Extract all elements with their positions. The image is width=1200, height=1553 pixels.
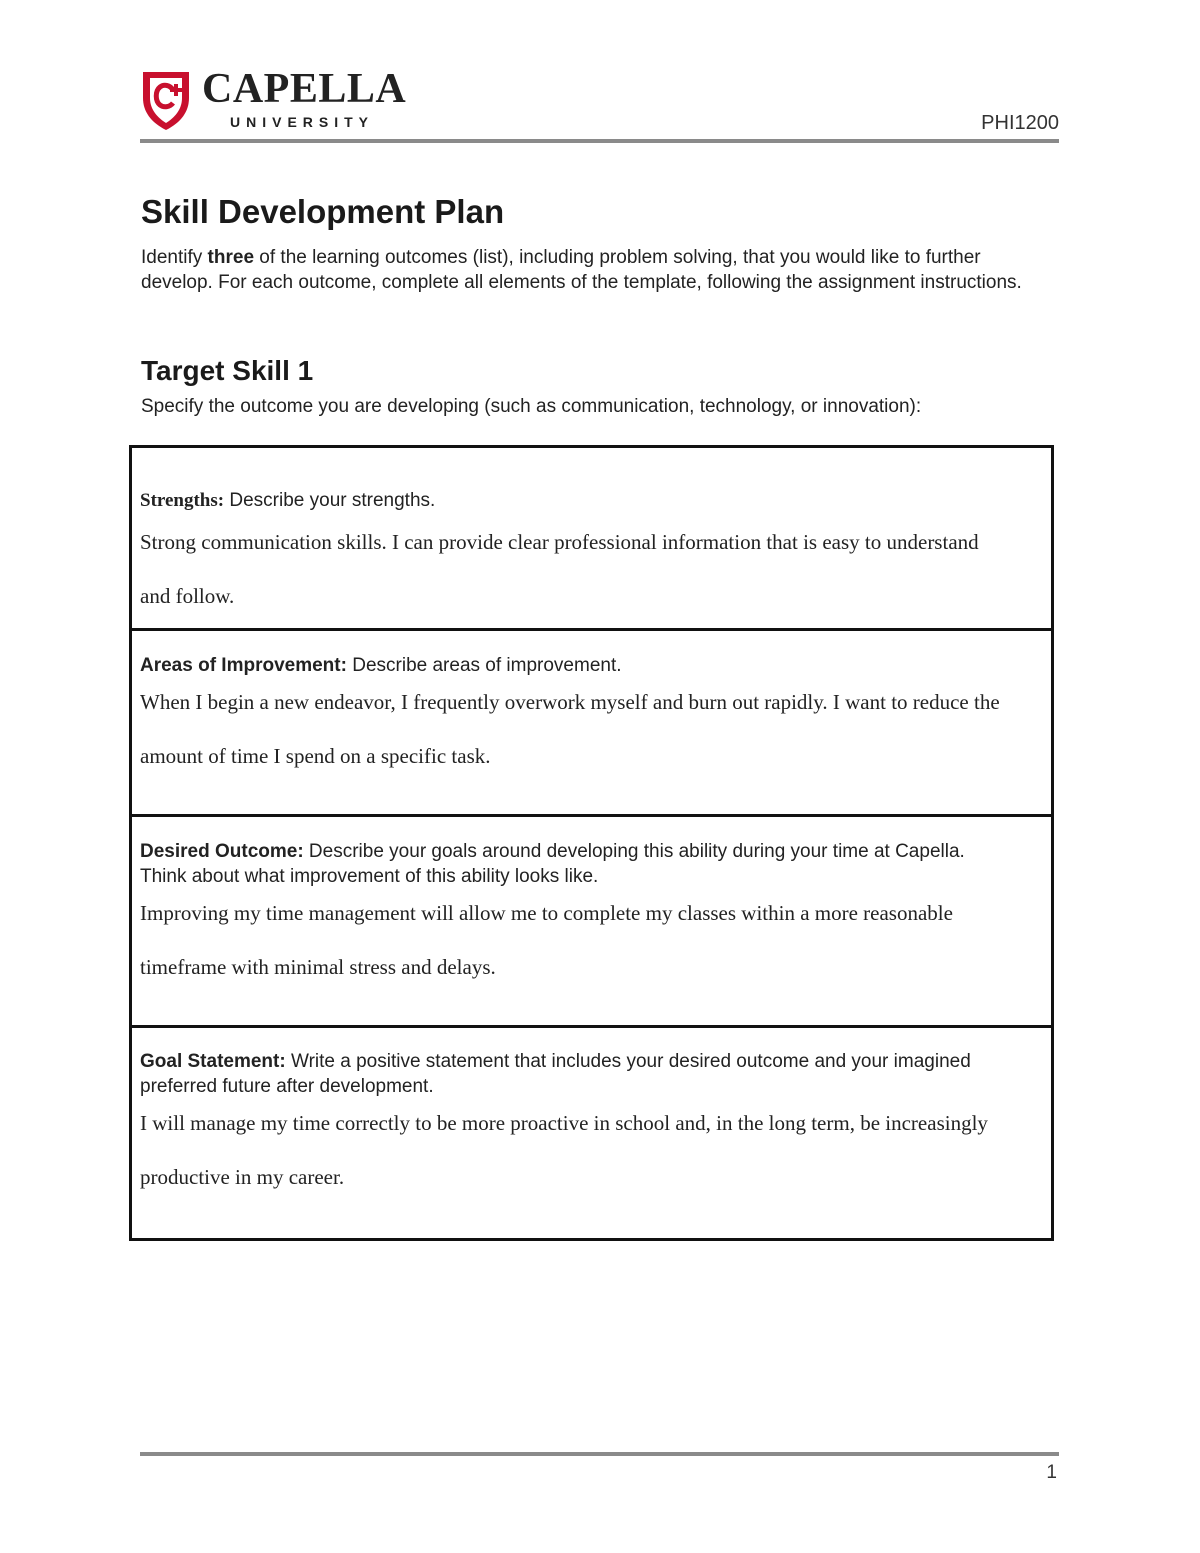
logo-subtitle: UNIVERSITY: [230, 114, 375, 130]
capella-shield-icon: [140, 68, 192, 132]
improvement-row: [129, 631, 1054, 817]
intro-prefix: Identify: [141, 247, 208, 268]
goal-label: Goal Statement:: [140, 1051, 286, 1072]
capella-logo: [140, 68, 406, 132]
strengths-response[interactable]: Strong communication skills. I can provide clear professional information that is easy to understand and follow.: [140, 530, 979, 608]
page-title: Skill Development Plan: [141, 193, 505, 230]
strengths-prompt: Describe your strengths.: [224, 490, 436, 511]
header-divider: [140, 139, 1059, 143]
intro-suffix: of the learning outcomes (list), including problem solving, that you would like to further develop. For each outcome, complete all elements of the template, following the assignment instructions.: [141, 247, 1022, 293]
section-prompt: Specify the outcome you are developing (such as communication, technology, or innovation):: [141, 396, 922, 417]
logo-wordmark: [202, 68, 406, 130]
skill-table: [129, 445, 1054, 1241]
intro-bold: three: [207, 247, 255, 268]
logo-name: CAPELLA: [202, 66, 407, 112]
goal-response[interactable]: I will manage my time correctly to be more proactive in school and, in the long term, be increasingly productive in my career.: [140, 1111, 988, 1189]
section-title: Target Skill 1: [141, 355, 314, 386]
page-number: 1: [1046, 1462, 1057, 1483]
outcome-prompt: Describe your goals around developing this ability during your time at Capella. Think about what improvement of this ability looks like.: [140, 841, 965, 887]
strengths-row: [129, 445, 1054, 631]
course-code: PHI1200: [981, 112, 1059, 134]
strengths-label-line: [140, 488, 1011, 513]
goal-prompt: Write a positive statement that includes your desired outcome and your imagined preferred future after development.: [140, 1051, 971, 1097]
footer-divider: [140, 1452, 1059, 1456]
outcome-row: [129, 817, 1054, 1028]
improvement-response[interactable]: When I begin a new endeavor, I frequently overwork myself and burn out rapidly. I want to reduce the amount of time I spend on a specific task.: [140, 690, 1000, 768]
intro-paragraph: [141, 245, 1041, 295]
outcome-response[interactable]: Improving my time management will allow me to complete my classes within a more reasonable timeframe with minimal stress and delays.: [140, 901, 953, 979]
strengths-label: Strengths:: [140, 490, 225, 511]
outcome-label-line: [140, 839, 1011, 889]
improvement-label: Areas of Improvement:: [140, 655, 347, 676]
improvement-prompt: Describe areas of improvement.: [346, 655, 622, 676]
goal-label-line: [140, 1049, 1011, 1099]
goal-row: [129, 1028, 1054, 1241]
outcome-label: Desired Outcome:: [140, 841, 304, 862]
